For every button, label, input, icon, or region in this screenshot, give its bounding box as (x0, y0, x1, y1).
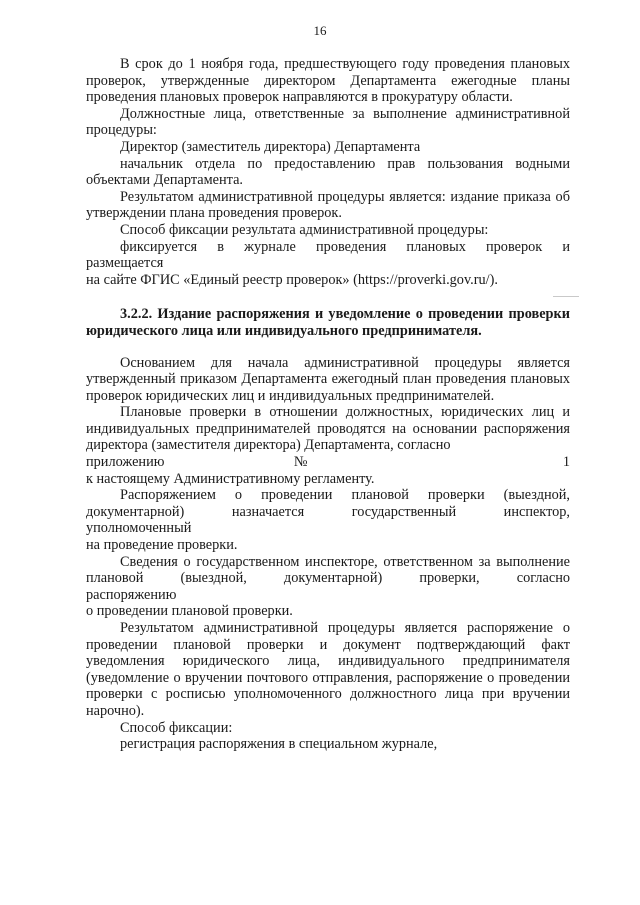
paragraph: распоряжению (86, 586, 177, 603)
section-heading: 3.2.2. Издание распоряжения и уведомление о проведении проверки юридического лица или индивидуального предпринимателя. (86, 306, 570, 339)
paragraph: Директор (заместитель директора) Департамента (120, 138, 421, 155)
paragraph: Результатом административной процедуры является распоряжение о проведении плановой проверки и документ подтверждающий факт уведомления юридического лица, индивидуального предпринимателя (уведомление о вручении почтового отправления, распоряжение о проведении проверки с росписью уполномоченного должностного лица при вручении нарочно). (86, 620, 570, 719)
paragraph: о проведении плановой проверки. (86, 603, 293, 620)
paragraph: на проведение проверки. (86, 537, 238, 554)
section-order-notification (86, 355, 570, 753)
paragraph: Должностные лица, ответственные за выполнение административной процедуры: (86, 105, 570, 139)
paragraph: В срок до 1 ноября года, предшествующего году проведения плановых проверок, утвержденные директором Департамента ежегодные планы проведения плановых проверок направляются в прокуратуру области. (86, 56, 570, 106)
paragraph: регистрация распоряжения в специальном журнале, (120, 736, 438, 753)
paragraph: приложению № 1 (86, 454, 570, 471)
paragraph: Сведения о государственном инспекторе, ответственном за выполнение плановой (выездной, документарной) проверки, согласно (86, 553, 570, 587)
paragraph: Основанием для начала административной процедуры является утвержденный приказом Департамента ежегодный план проведения плановых проверок юридических лиц и индивидуальных предпринимателей. (86, 354, 570, 404)
paragraph: начальник отдела по предоставлению прав пользования водными объектами Департамента. (86, 155, 570, 189)
paragraph: Способ фиксации результата административной процедуры: (120, 221, 489, 238)
page-number: 16 (313, 23, 327, 38)
paragraph: Плановые проверки в отношении должностных, юридических лиц и индивидуальных предпринимателей проводятся на основании распоряжения директора (заместителя директора) Департамента, согласно (86, 404, 570, 454)
paragraph: размещается (86, 255, 164, 272)
paragraph: Распоряжением о проведении плановой проверки (выездной, документарной) назначается государственный инспектор, (86, 487, 570, 520)
paragraph: на сайте ФГИС «Единый реестр проверок» (https://proverki.gov.ru/). (86, 271, 498, 288)
document-body (86, 56, 570, 753)
paragraph: Результатом административной процедуры является: издание приказа об утверждении плана проведения проверок. (86, 188, 570, 222)
paragraph: фиксируется в журнале проведения плановых проверок и (120, 238, 570, 255)
paragraph: уполномоченный (86, 520, 192, 537)
paragraph: к настоящему Административному регламенту. (86, 470, 375, 487)
paragraph: Способ фиксации: (120, 719, 233, 736)
section-procedure-plan (86, 56, 570, 288)
